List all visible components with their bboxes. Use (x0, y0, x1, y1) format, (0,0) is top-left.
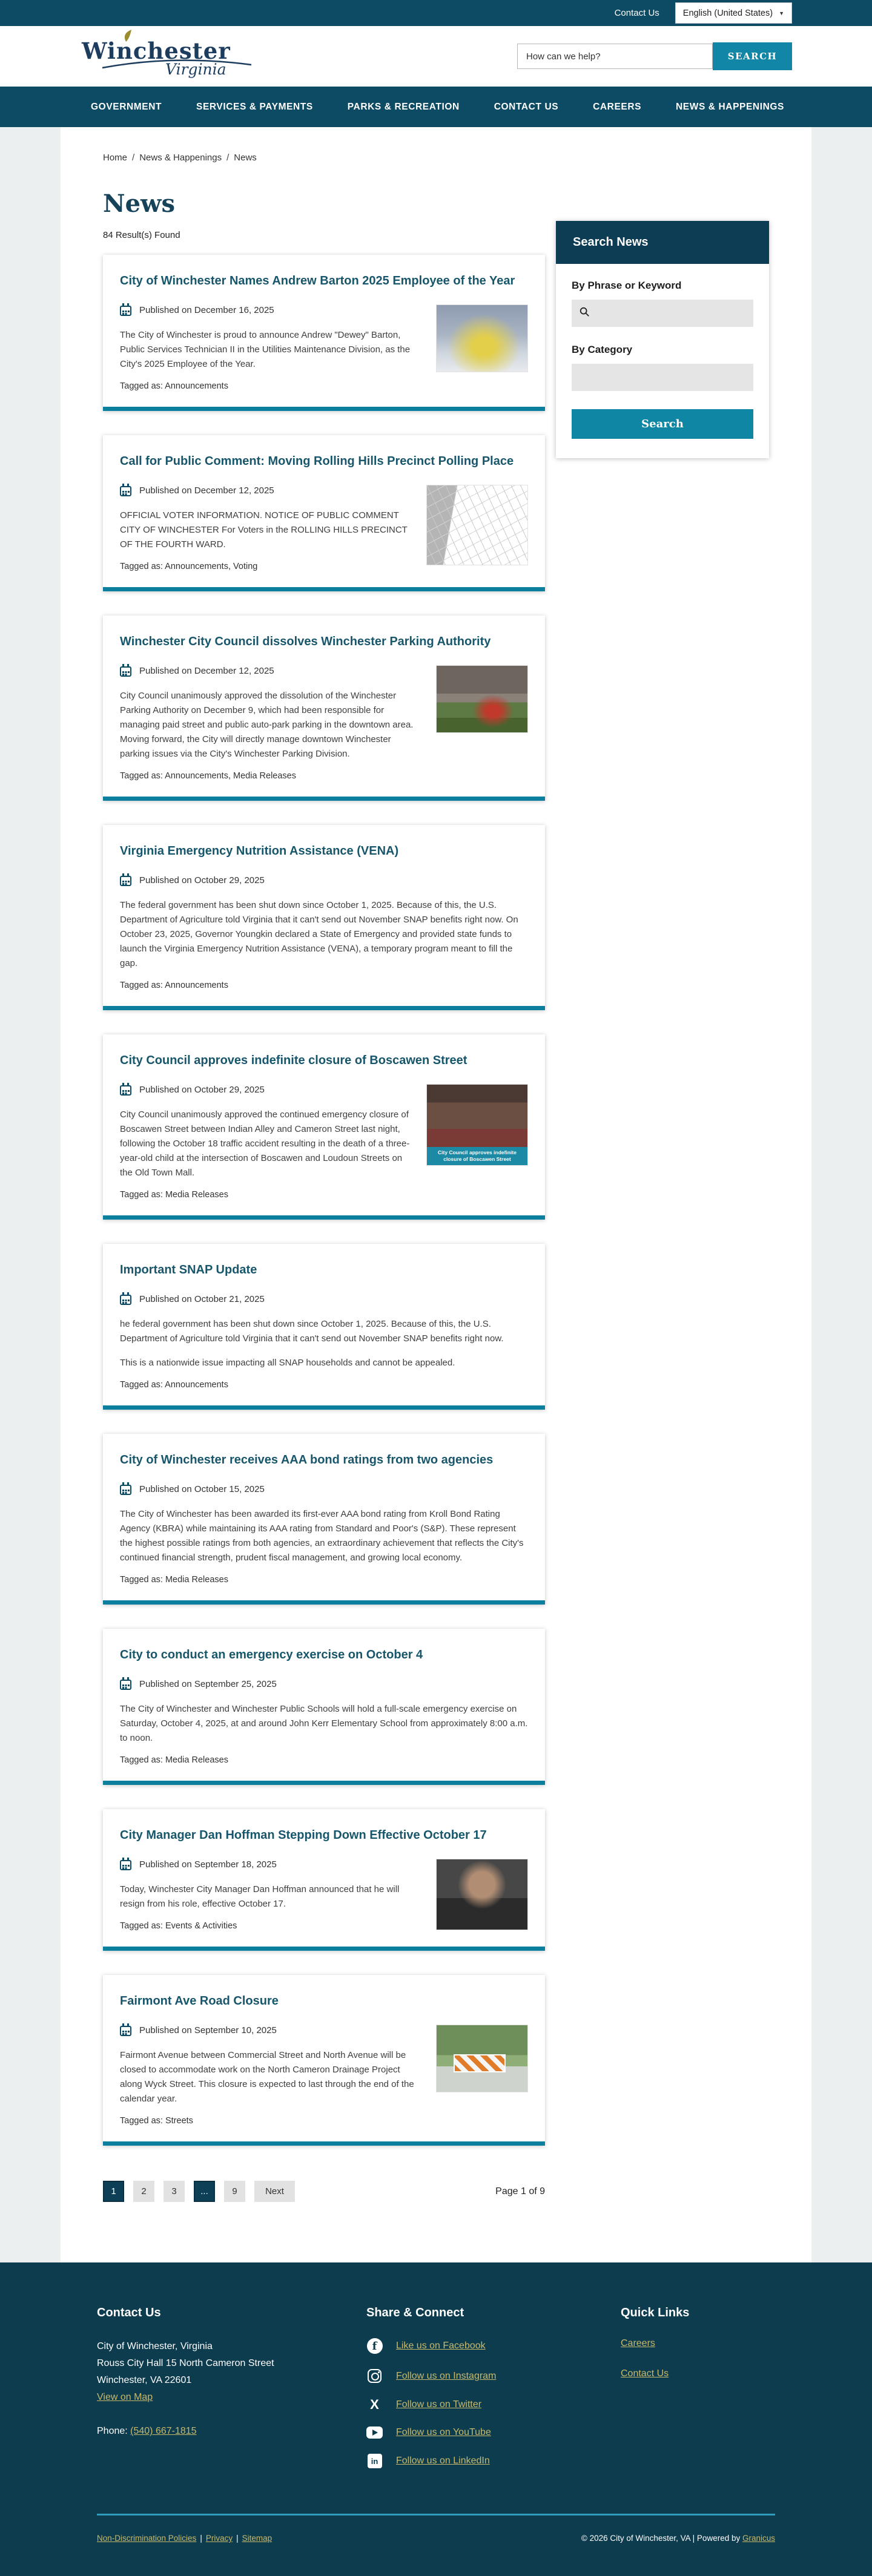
winchester-logo[interactable] (82, 30, 276, 82)
published-date: Published on October 29, 2025 (139, 875, 265, 886)
article-paragraph: City Council unanimously approved the continued emergency closure of Boscawen Street between Indian Alley and Cameron Street last night, following the October 18 traffic accident resulting in the death of a three-year-old child at the intersection of Boscawen and Loudoun Streets on the Old Town Mall. (120, 1109, 410, 1178)
article-title-link[interactable]: City of Winchester Names Andrew Barton 2025 Employee of the Year (120, 274, 515, 288)
published-date: Published on December 12, 2025 (139, 485, 274, 496)
site-search-input[interactable] (517, 44, 713, 69)
topbar-contact-us-link[interactable]: Contact Us (614, 8, 659, 18)
article-image (426, 485, 528, 565)
article-body (120, 1702, 528, 1746)
article-title-link[interactable]: Call for Public Comment: Moving Rolling Hills Precinct Polling Place (120, 455, 514, 468)
article-title-link[interactable]: Winchester City Council dissolves Winchester Parking Authority (120, 635, 491, 648)
calendar-icon (120, 1085, 131, 1096)
page-button-3[interactable]: 3 (164, 2181, 185, 2202)
page-summary: Page 1 of 9 (495, 2186, 545, 2196)
tagged-as: Tagged as: Media Releases (120, 1190, 228, 1200)
article-body (120, 508, 412, 552)
primary-nav (0, 87, 872, 127)
article-paragraph: OFFICIAL VOTER INFORMATION. NOTICE OF PUBLIC COMMENT CITY OF WINCHESTER For Voters in the ROLLING HILLS PRECINCT OF THE FOURTH WARD. (120, 510, 408, 550)
logo-title: Winchester (82, 38, 231, 64)
twitter-link[interactable]: Follow us on Twitter (396, 2399, 482, 2410)
calendar-icon (120, 666, 131, 677)
breadcrumb-news[interactable]: News (234, 153, 257, 163)
granicus-link[interactable]: Granicus (742, 2534, 775, 2543)
article-image (426, 1084, 528, 1166)
footer-address-line: Rouss City Hall 15 North Cameron Street (97, 2358, 274, 2368)
footer-contact-heading: Contact Us (97, 2306, 161, 2319)
article-title-link[interactable]: City to conduct an emergency exercise on October 4 (120, 1648, 423, 1661)
page-button-9[interactable]: 9 (224, 2181, 245, 2202)
page-button-2[interactable]: 2 (133, 2181, 154, 2202)
results-count: 84 Result(s) Found (103, 230, 180, 240)
tagged-as: Tagged as: Announcements, Voting (120, 562, 258, 571)
keyword-input-wrap (572, 300, 753, 327)
news-card (103, 1629, 545, 1785)
article-image (436, 665, 528, 733)
article-body (120, 1507, 528, 1565)
next-page-button[interactable]: Next (254, 2181, 295, 2202)
tagged-as: Tagged as: Media Releases (120, 1575, 228, 1585)
content-section (0, 127, 872, 2262)
calendar-icon (120, 2026, 131, 2036)
tagged-as: Tagged as: Announcements (120, 381, 228, 391)
search-news-panel (556, 221, 769, 458)
article-image (436, 2025, 528, 2092)
articles-list (103, 255, 545, 2146)
linkedin-link[interactable]: Follow us on LinkedIn (396, 2456, 490, 2466)
sitemap-link[interactable]: Sitemap (242, 2534, 272, 2543)
news-card (103, 1975, 545, 2146)
article-image (436, 1859, 528, 1930)
published-date: Published on October 29, 2025 (139, 1085, 265, 1095)
breadcrumb-separator: / (132, 153, 135, 163)
article-body (120, 2048, 421, 2106)
news-card (103, 1244, 545, 1410)
page-title: News (103, 189, 175, 218)
article-title-link[interactable]: City Council approves indefinite closure of Boscawen Street (120, 1054, 467, 1067)
site-search (517, 42, 792, 70)
view-on-map-link[interactable]: View on Map (97, 2392, 153, 2402)
article-paragraph: This is a nationwide issue impacting all SNAP households and cannot be appealed. (120, 1358, 455, 1368)
tagged-as: Tagged as: Streets (120, 2116, 193, 2126)
article-paragraph: Fairmont Avenue between Commercial Street and North Avenue will be closed to accommodate work on the North Cameron Drainage Project along Wyck Street. This closure is expected to last through the end of the calendar year. (120, 2050, 414, 2104)
published-date: Published on September 25, 2025 (139, 1679, 277, 1689)
article-paragraph: Today, Winchester City Manager Dan Hoffman announced that he will resign from his role, effective October 17. (120, 1884, 400, 1909)
nav-item-contact-us[interactable]: CONTACT US (494, 101, 559, 112)
nav-item-news-happenings[interactable]: NEWS & HAPPENINGS (676, 101, 784, 112)
nav-item-careers[interactable]: CAREERS (593, 101, 642, 112)
news-card (103, 1434, 545, 1605)
news-card (103, 1034, 545, 1220)
nav-item-government[interactable]: GOVERNMENT (91, 101, 162, 112)
news-card (103, 1809, 545, 1951)
twitter-x-icon: X (370, 2397, 379, 2412)
article-body (120, 689, 421, 761)
sidebar-search-button[interactable]: Search (572, 409, 753, 439)
article-paragraph: The federal government has been shut down since October 1, 2025. Because of this, the U.S. Department of Agriculture told Virginia that it can't send out November SNAP benefits right now. On October 23, 2025, Governor Youngkin declared a State of Emergency and provided state funds to launch the Virginia Emergency Nutrition Assistance (VENA), a temporary program meant to fill the gap. (120, 900, 518, 968)
linkedin-icon: in (366, 2454, 383, 2468)
search-icon (579, 306, 590, 320)
copyright: © 2026 City of Winchester, VA | Powered by Granicus (581, 2534, 775, 2543)
article-paragraph: The City of Winchester is proud to announce Andrew "Dewey" Barton, Public Services Technician II in the Utilities Maintenance Division, as the City's 2025 Employee of the Year. (120, 330, 411, 369)
facebook-link[interactable]: Like us on Facebook (396, 2341, 486, 2351)
utility-topbar (0, 0, 872, 26)
calendar-icon (120, 486, 131, 496)
site-search-button[interactable]: SEARCH (713, 42, 792, 70)
calendar-icon (120, 876, 131, 886)
keyword-input[interactable] (595, 300, 753, 327)
tagged-as: Tagged as: Media Releases (120, 1755, 228, 1765)
category-select[interactable] (572, 364, 753, 391)
footer-policy-links: Non-Discrimination Policies | Privacy | Sitemap (97, 2534, 272, 2543)
article-body (120, 898, 528, 971)
article-title-link[interactable]: Important SNAP Update (120, 1263, 257, 1276)
tagged-as: Tagged as: Events & Activities (120, 1921, 237, 1931)
footer-quicklinks-heading: Quick Links (621, 2306, 690, 2319)
footer-address-line: Winchester, VA 22601 (97, 2375, 192, 2385)
instagram-icon (366, 2369, 383, 2383)
youtube-link[interactable]: Follow us on YouTube (396, 2427, 491, 2437)
phone-link[interactable]: (540) 667-1815 (130, 2426, 197, 2436)
published-date: Published on December 12, 2025 (139, 666, 274, 676)
news-card (103, 825, 545, 1010)
article-title-link[interactable]: Virginia Emergency Nutrition Assistance (VENA) (120, 844, 399, 858)
footer-address-line: City of Winchester, Virginia (97, 2341, 213, 2351)
article-image (436, 304, 528, 372)
article-title-link[interactable]: City Manager Dan Hoffman Stepping Down Effective October 17 (120, 1828, 487, 1842)
news-card (103, 255, 545, 411)
quicklink-contact-us[interactable]: Contact Us (621, 2368, 669, 2379)
quicklink-careers[interactable]: Careers (621, 2338, 655, 2348)
pagination (103, 2181, 545, 2202)
news-card (103, 435, 545, 591)
phone-label: Phone: (97, 2426, 131, 2436)
calendar-icon (120, 1680, 131, 1690)
site-footer (0, 2262, 872, 2576)
article-title-link[interactable]: Fairmont Ave Road Closure (120, 1994, 279, 2008)
language-selector-label: English (United States) (682, 8, 773, 18)
breadcrumb-separator: / (226, 153, 230, 163)
published-date: Published on October 15, 2025 (139, 1484, 265, 1494)
tagged-as: Tagged as: Announcements, Media Releases (120, 771, 296, 781)
youtube-icon (366, 2426, 383, 2439)
keyword-label: By Phrase or Keyword (572, 280, 682, 291)
facebook-icon: f (366, 2338, 383, 2354)
search-news-title: Search News (556, 221, 769, 264)
article-paragraph: The City of Winchester has been awarded its first-ever AAA bond rating from Kroll Bond Rating Agency (KBRA) while maintaining its AAA rating from Standard and Poor's (S&P). These represent the highest possible ratings from both agencies, an extraordinary achievement that reflects the City's continued financial strength, prudent fiscal management, and growing local economy. (120, 1509, 524, 1563)
published-date: Published on September 18, 2025 (139, 1859, 277, 1870)
language-selector[interactable] (675, 2, 792, 24)
page-button-1[interactable]: 1 (103, 2181, 124, 2202)
footer-share-heading: Share & Connect (366, 2306, 464, 2319)
article-body (120, 1317, 528, 1370)
nav-item-parks-recreation[interactable]: PARKS & RECREATION (347, 101, 460, 112)
article-paragraph: The City of Winchester and Winchester Public Schools will hold a full-scale emergency exercise on Saturday, October 4, 2025, at and around John Kerr Elementary School from approximately 8:00 a.m. to noon. (120, 1704, 528, 1743)
tagged-as: Tagged as: Announcements (120, 981, 228, 990)
article-image-caption: City Council approves indefinite closure of Boscawen Street (427, 1147, 527, 1165)
article-title-link[interactable]: City of Winchester receives AAA bond ratings from two agencies (120, 1453, 494, 1467)
page-button-ellipsis[interactable]: ... (194, 2181, 215, 2202)
article-paragraph: City Council unanimously approved the dissolution of the Winchester Parking Authority on December 9, which had been responsible for managing paid street and public auto-park parking in the downtown area. Moving forward, the City will directly manage downtown Winchester parking issues via the City's Winchester Parking Division. (120, 691, 414, 759)
breadcrumb (103, 153, 769, 163)
article-body (120, 1882, 421, 1911)
article-paragraph: he federal government has been shut down since October 1, 2025. Because of this, the U.S. Department of Agriculture told Virginia that it can't send out November SNAP benefits right now. (120, 1319, 504, 1344)
instagram-link[interactable]: Follow us on Instagram (396, 2370, 497, 2381)
published-date: Published on September 10, 2025 (139, 2025, 277, 2036)
category-label: By Category (572, 344, 633, 355)
article-body (120, 328, 421, 372)
calendar-icon (120, 1295, 131, 1305)
tagged-as: Tagged as: Announcements (120, 1380, 228, 1390)
privacy-link[interactable]: Privacy (205, 2534, 233, 2543)
site-header (0, 26, 872, 87)
nav-item-services-payments[interactable]: SERVICES & PAYMENTS (196, 101, 313, 112)
non-discrimination-link[interactable]: Non-Discrimination Policies (97, 2534, 197, 2543)
published-date: Published on December 16, 2025 (139, 305, 274, 315)
logo-subtitle: Virginia (165, 61, 226, 78)
news-card (103, 616, 545, 801)
article-body (120, 1108, 412, 1180)
chevron-down-icon: ▼ (779, 10, 784, 16)
breadcrumb-home[interactable]: Home (103, 153, 128, 163)
calendar-icon (120, 1485, 131, 1495)
published-date: Published on October 21, 2025 (139, 1294, 265, 1304)
calendar-icon (120, 306, 131, 316)
breadcrumb-news-happenings[interactable]: News & Happenings (139, 153, 222, 163)
calendar-icon (120, 1860, 131, 1870)
